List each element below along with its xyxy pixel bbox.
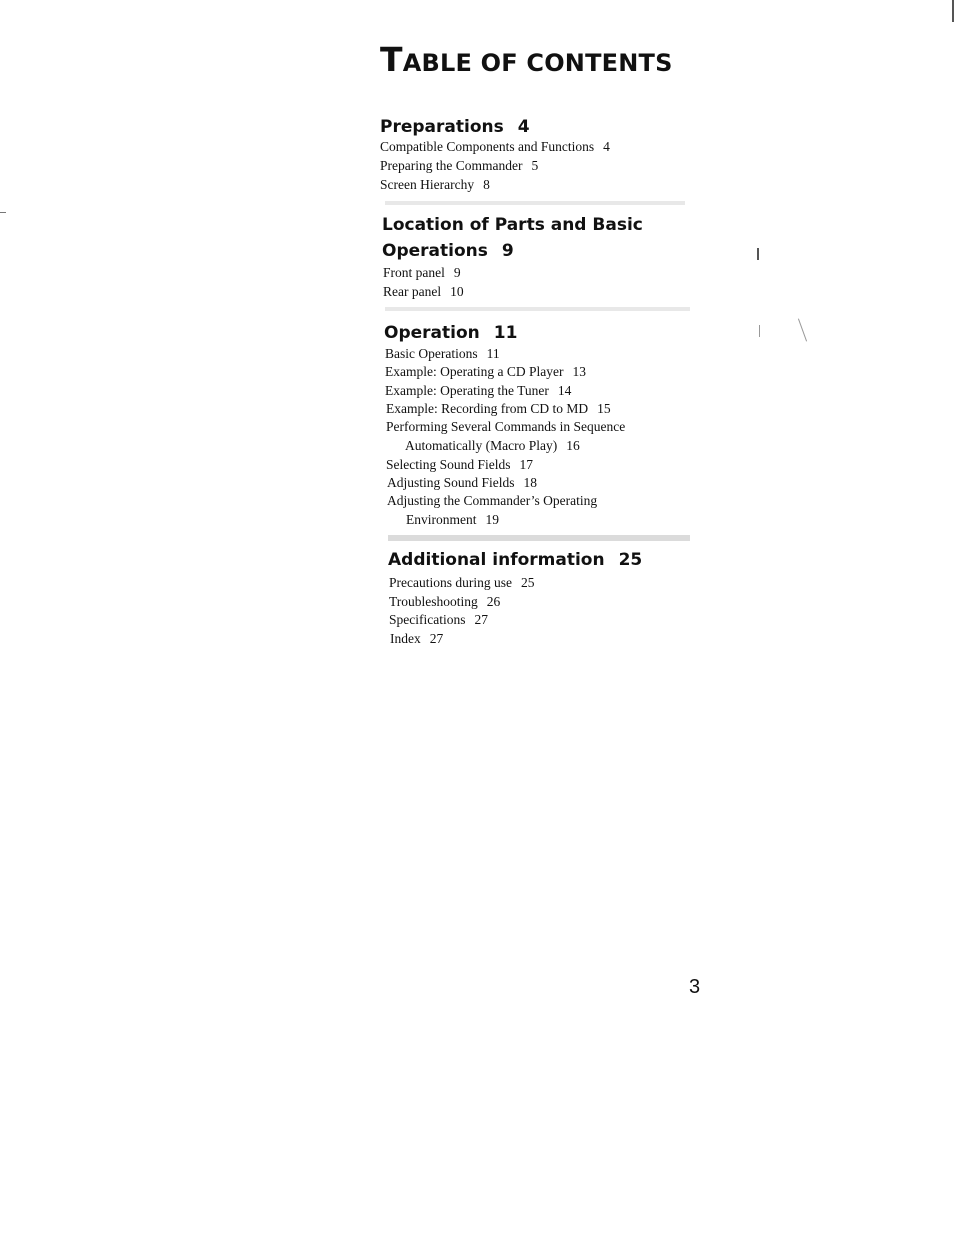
title-rest: ABLE OF CONTENTS	[402, 49, 673, 77]
section-heading-additional-information[interactable]	[388, 548, 642, 572]
entry-page: 19	[485, 512, 499, 527]
toc-entry[interactable]	[389, 593, 500, 611]
toc-entry[interactable]	[380, 138, 610, 156]
toc-entry-continuation[interactable]	[405, 437, 580, 455]
scan-mark	[759, 325, 760, 337]
entry-title: Example: Operating the Tuner	[385, 383, 549, 398]
entry-title: Basic Operations	[385, 346, 478, 361]
entry-title-line2: Automatically (Macro Play)	[405, 438, 558, 453]
entry-title: Troubleshooting	[389, 594, 478, 609]
entry-title: Rear panel	[383, 284, 442, 299]
section-heading-location-of-parts[interactable]	[382, 213, 643, 237]
entry-page: 27	[429, 631, 444, 646]
section-title-line2: Operations	[382, 241, 488, 261]
entry-title: Precautions during use	[389, 575, 512, 590]
toc-entry[interactable]	[386, 418, 625, 436]
entry-page: 5	[531, 158, 539, 173]
section-title: Additional information	[388, 550, 605, 570]
entry-page: 16	[566, 438, 580, 453]
scan-smudge	[385, 201, 685, 205]
entry-title-line1: Performing Several Commands in Sequence	[386, 419, 626, 434]
entry-title: Example: Operating a CD Player	[385, 364, 564, 379]
entry-title: Selecting Sound Fields	[386, 457, 511, 472]
entry-title: Index	[390, 631, 421, 646]
entry-title: Example: Recording from CD to MD	[386, 401, 589, 416]
entry-title: Adjusting Sound Fields	[387, 475, 515, 490]
entry-title-line2: Environment	[406, 512, 477, 527]
toc-entry[interactable]	[383, 283, 464, 301]
title-initial: T	[380, 40, 403, 79]
toc-entry-continuation[interactable]	[406, 511, 499, 529]
toc-entry[interactable]	[385, 345, 500, 363]
entry-page: 8	[483, 177, 490, 192]
entry-title: Front panel	[383, 265, 445, 280]
entry-page: 13	[572, 364, 586, 379]
entry-page: 4	[603, 139, 610, 154]
entry-page: 26	[486, 594, 501, 609]
toc-entry[interactable]	[385, 382, 571, 400]
entry-page: 11	[486, 346, 500, 361]
toc-entry[interactable]	[390, 630, 443, 648]
entry-title-line1: Adjusting the Commander’s Operating	[387, 493, 598, 508]
section-title: Preparations	[380, 117, 504, 137]
entry-page: 27	[474, 612, 488, 627]
scan-mark	[0, 212, 6, 213]
entry-page: 9	[453, 265, 461, 280]
toc-entry[interactable]	[389, 611, 488, 629]
section-heading-operation[interactable]	[384, 321, 517, 345]
section-page: 25	[618, 550, 643, 570]
entry-title: Preparing the Commander	[380, 158, 523, 173]
entry-page: 25	[520, 575, 535, 590]
scan-mark	[757, 248, 759, 260]
scan-smudge	[388, 535, 690, 541]
entry-page: 18	[523, 475, 538, 490]
entry-title: Screen Hierarchy	[380, 177, 475, 192]
page-title	[380, 40, 673, 79]
entry-title: Compatible Components and Functions	[380, 139, 595, 154]
entry-title: Specifications	[389, 612, 466, 627]
page-number: 3	[689, 976, 701, 998]
section-page: 4	[517, 117, 530, 137]
section-heading-preparations[interactable]	[380, 115, 530, 139]
toc-entry[interactable]	[383, 264, 461, 282]
toc-entry[interactable]	[380, 157, 538, 175]
toc-entry[interactable]	[387, 474, 537, 492]
toc-entry[interactable]	[386, 400, 611, 418]
section-title-line1: Location of Parts and Basic	[382, 215, 643, 235]
toc-entry[interactable]	[389, 574, 534, 592]
entry-page: 10	[450, 284, 464, 299]
toc-entry[interactable]	[385, 363, 586, 381]
toc-entry[interactable]	[386, 456, 533, 474]
entry-page: 17	[519, 457, 533, 472]
section-title: Operation	[384, 323, 480, 343]
scan-smudge	[385, 307, 690, 311]
entry-page: 15	[597, 401, 611, 416]
section-heading-location-of-parts-line2[interactable]	[382, 239, 514, 263]
entry-page: 14	[557, 383, 572, 398]
section-page: 11	[493, 323, 518, 343]
toc-entry[interactable]	[380, 176, 490, 194]
toc-entry[interactable]	[387, 492, 597, 510]
scan-mark	[798, 319, 807, 342]
section-page: 9	[501, 241, 514, 261]
